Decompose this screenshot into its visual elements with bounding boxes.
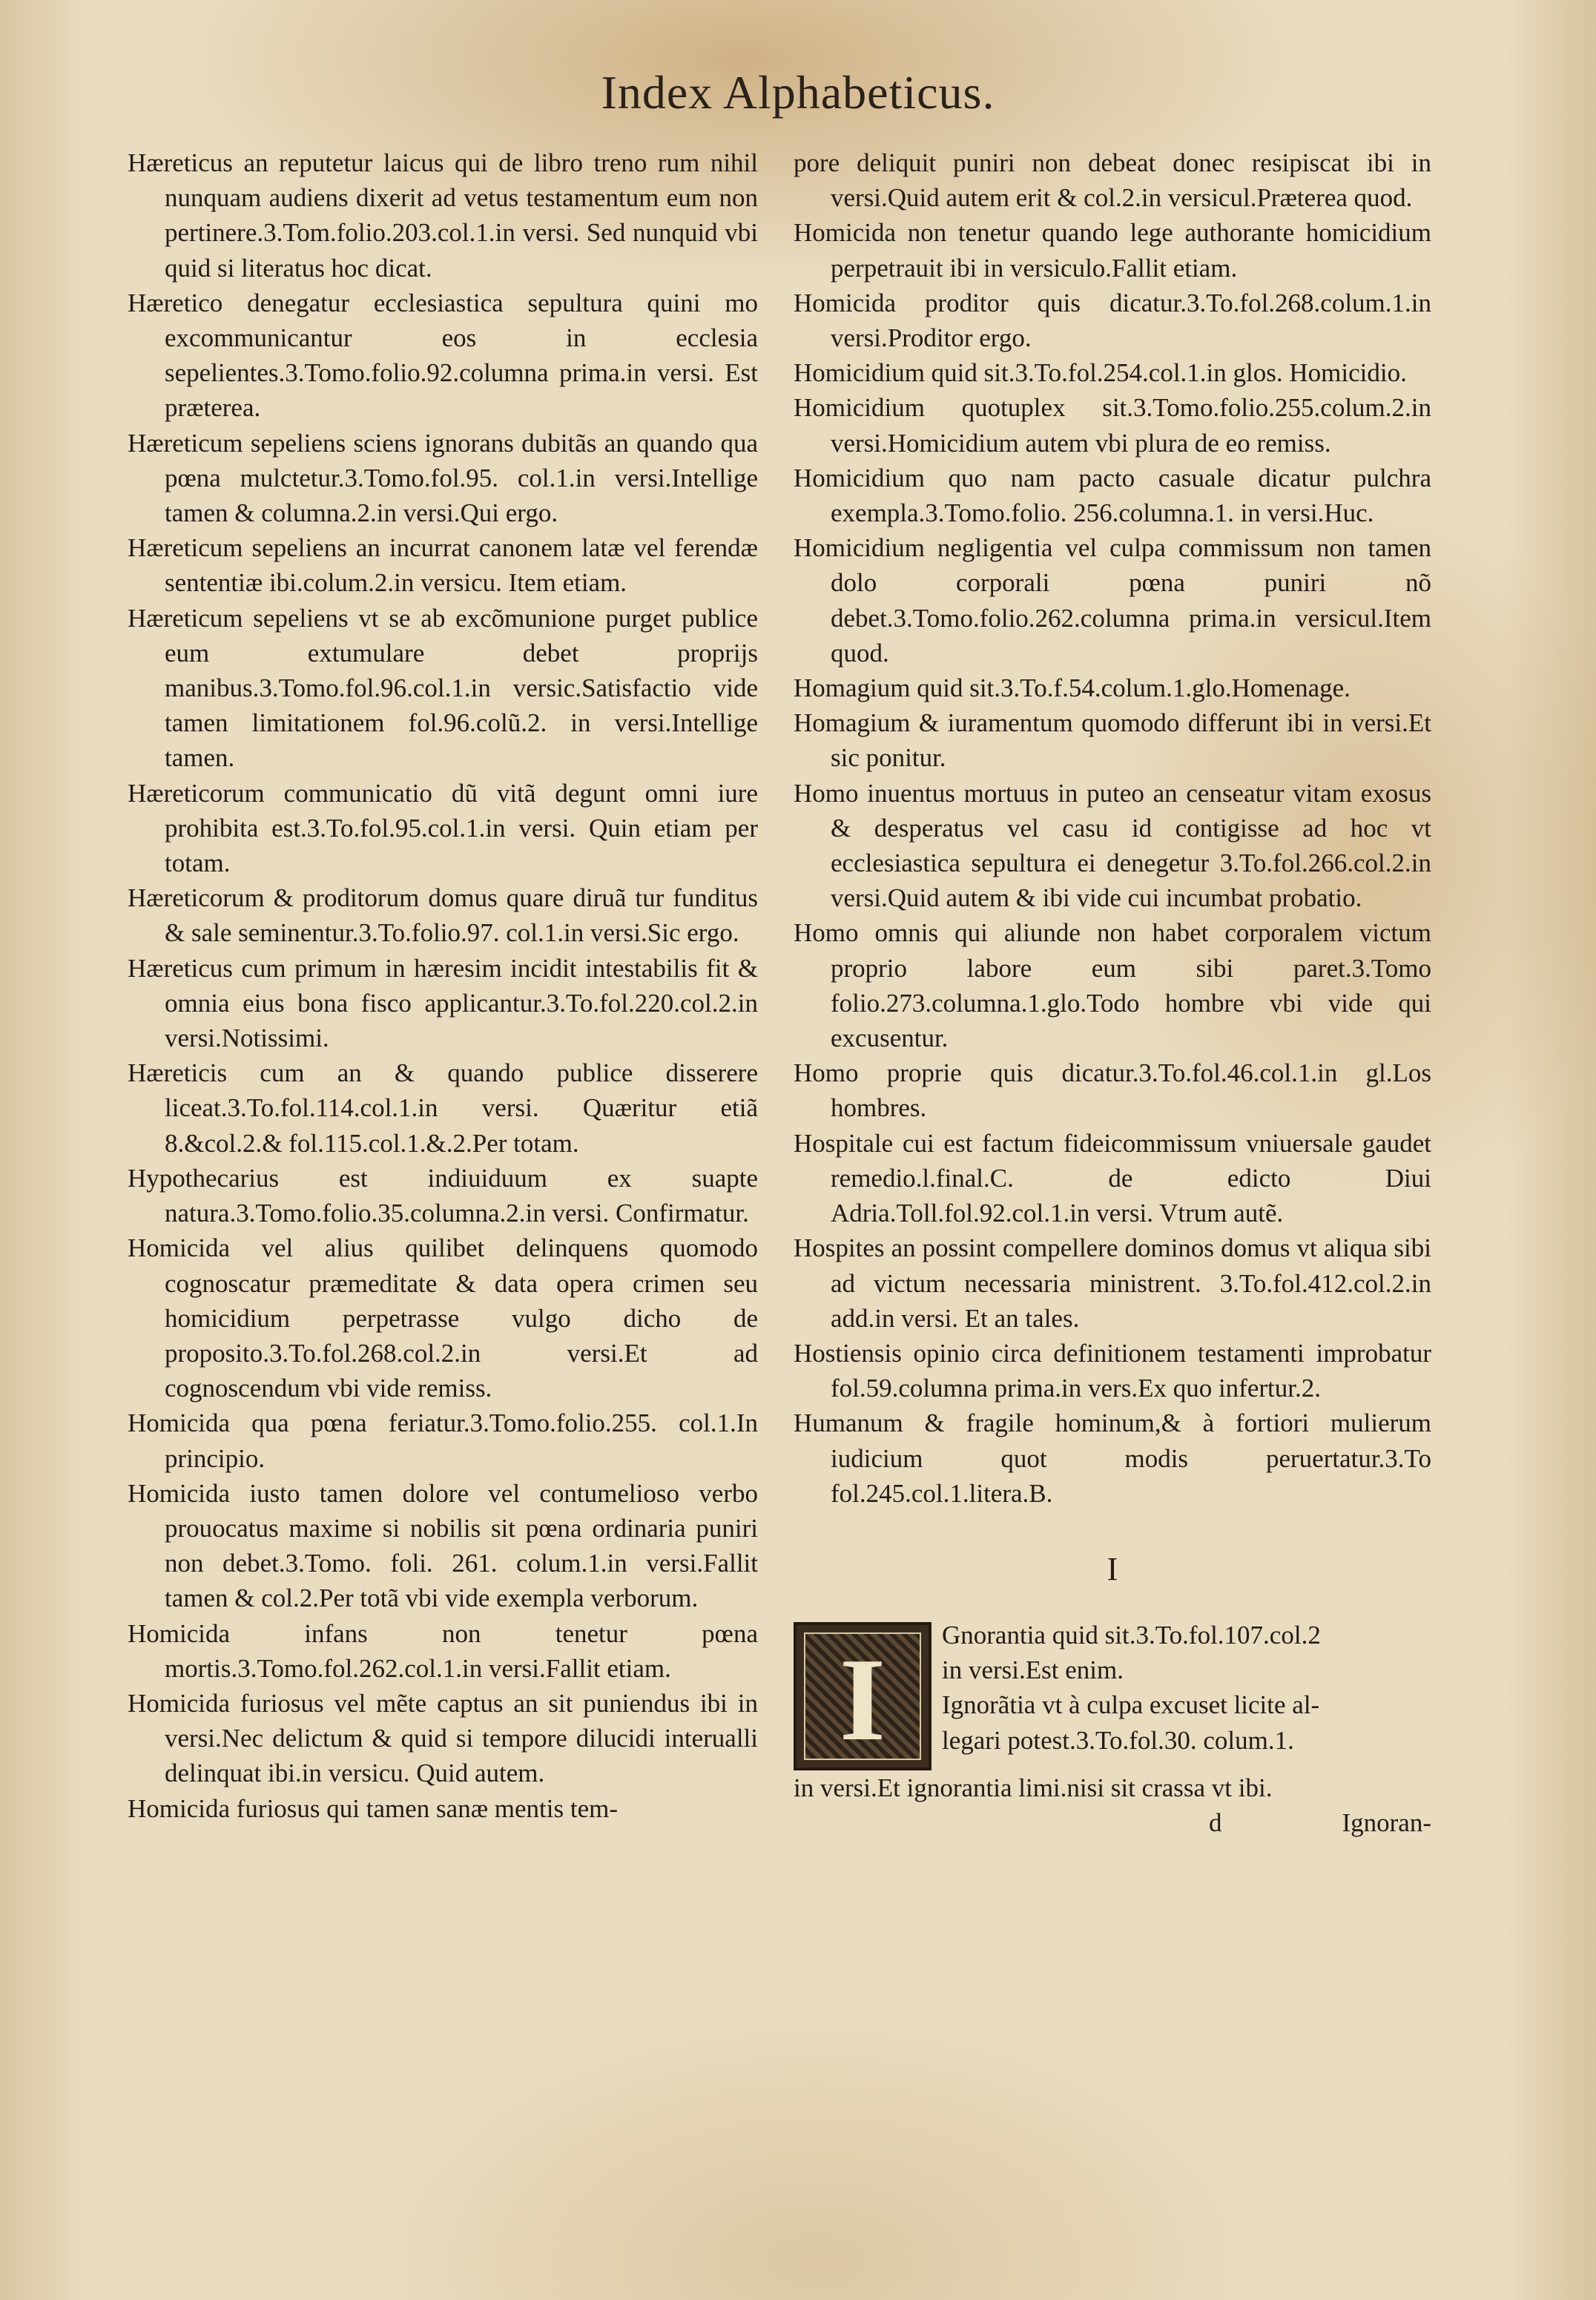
- index-entry: Hæreticum sepeliens sciens ignorans dubitãs an quando qua pœna mulctetur.3.Tomo.fol.95. col.1.in versi.Intellige tamen & columna.2.in versi.Qui ergo.: [128, 428, 758, 528]
- index-entry: Homicidium quo nam pacto casuale dicatur pulchra exempla.3.Tomo.folio. 256.columna.1. in versi.Huc.: [794, 463, 1431, 528]
- index-entry: Homicida furiosus qui tamen sanæ mentis tem-: [128, 1793, 619, 1823]
- index-entry: Hospites an possint compellere dominos domus vt aliqua sibi ad victum necessaria ministrent. 3.To.fol.412.col.2.in add.in versi. Et an tales.: [794, 1233, 1431, 1333]
- index-entry: Hæreticus cum primum in hæresim incidit intestabilis fit & omnia eius bona fisco applicantur.3.To.fol.220.col.2.in versi.Notissimi.: [128, 953, 758, 1053]
- index-entry: Homicida furiosus vel mẽte captus an sit puniendus ibi in versi.Nec delictum & quid si tempore dilucidi interualli delinquat ibi.in versicu. Quid autem.: [128, 1688, 758, 1788]
- page-title: Index Alphabeticus.: [601, 66, 995, 119]
- index-entry: Hæreticorum & proditorum domus quare diruã tur funditus & sale seminentur.3.To.folio.97. col.1.in versi.Sic ergo.: [128, 883, 758, 948]
- page-footer: [794, 1805, 1431, 1840]
- index-entry: Hospitale cui est factum fideicommissum vniuersale gaudet remedio.l.final.C. de edicto Diui Adria.Toll.fol.92.col.1.in versi. Vtrum autẽ.: [794, 1128, 1431, 1228]
- index-entry: Homagium & iuramentum quomodo differunt ibi in versi.Et sic ponitur.: [794, 708, 1431, 773]
- entry-line: legari potest.3.To.fol.30. colum.1.: [942, 1725, 1294, 1755]
- entry-line: in versi.Et ignorantia limi.nisi sit crassa vt ibi.: [794, 1773, 1273, 1802]
- index-entry: Homo proprie quis dicatur.3.To.fol.46.col.1.in gl.Los hombres.: [794, 1058, 1431, 1123]
- index-entry: Hæreticorum communicatio dũ vitã degunt omni iure prohibita est.3.To.fol.95.col.1.in versi. Quin etiam per totam.: [128, 778, 758, 878]
- index-entry: Homicida non tenetur quando lege authorante homicidium perpetrauit ibi in versiculo.Fallit etiam.: [794, 218, 1431, 283]
- catchword: Ignoran-: [1342, 1808, 1431, 1838]
- index-entry: Homicidium quotuplex sit.3.Tomo.folio.255.colum.2.in versi.Homicidium autem vbi plura de eo remiss.: [794, 393, 1431, 458]
- index-entry-continued: pore deliquit puniri non debeat donec resipiscat ibi in versi.Quid autem erit & col.2.in versicul.Præterea quod.: [794, 148, 1431, 213]
- index-entry: Homicidium negligentia vel culpa commissum non tamen dolo corporali pœna puniri nõ debet.3.Tomo.folio.262.columna prima.in versicul.Item quod.: [794, 533, 1431, 668]
- section-i-first-entry: [794, 1618, 1431, 1805]
- index-entry: Hæreticus an reputetur laicus qui de libro treno rum nihil nunquam audiens dixerit ad vetus testamentum eum non pertinere.3.Tom.folio.203.col.1.in versi. Sed nunquid vbi quid si literatus hoc dicat.: [128, 148, 758, 283]
- left-column: [128, 145, 758, 1826]
- index-entry: Hæretico denegatur ecclesiastica sepultura quini mo excommunicantur eos in ecclesia sepelientes.3.Tomo.folio.92.columna prima.in versi. Est præterea.: [128, 288, 758, 423]
- index-entry: Hostiensis opinio circa definitionem testamenti improbatur fol.59.columna prima.in vers.Ex quo infertur.2.: [794, 1338, 1431, 1403]
- index-entry: Homicida iusto tamen dolore vel contumelioso verbo prouocatus maxime si nobilis sit pœna ordinaria puniri non debet.3.Tomo. foli. 261. colum.1.in versi.Fallit tamen & col.2.Per totã vbi vide exempla verborum.: [128, 1478, 758, 1613]
- index-entry: Humanum & fragile hominum,& à fortiori mulierum iudicium quot modis peruertatur.3.To fol.245.col.1.litera.B.: [794, 1408, 1431, 1508]
- index-entry: Hæreticum sepeliens an incurrat canonem latæ vel ferendæ sententiæ ibi.colum.2.in versicu. Item etiam.: [128, 533, 758, 598]
- index-entry: Homicida infans non tenetur pœna mortis.3.Tomo.fol.262.col.1.in versi.Fallit etiam.: [128, 1618, 758, 1683]
- index-entry: Hæreticum sepeliens vt se ab excõmunione purget publice eum extumulare debet proprijs manibus.3.Tomo.fol.96.col.1.in versic.Satisfactio vide tamen limitationem fol.96.colũ.2. in versi.Intellige tamen.: [128, 603, 758, 773]
- signature-mark: d: [1209, 1808, 1222, 1838]
- index-entry: Homicida proditor quis dicatur.3.To.fol.268.colum.1.in versi.Proditor ergo.: [794, 288, 1431, 353]
- entry-line: Gnorantia quid sit.3.To.fol.107.col.2: [942, 1620, 1321, 1650]
- index-entry: Homo inuentus mortuus in puteo an censeatur vitam exosus & desperatus vel casu id contigisse ad hoc vt ecclesiastica sepultura ei denegetur 3.To.fol.266.col.2.in versi.Quid autem & ibi vide cui incumbat probatio.: [794, 778, 1431, 913]
- right-column: [794, 145, 1431, 1840]
- entry-line: Ignorãtia vt à culpa excuset licite al-: [942, 1690, 1320, 1720]
- index-entry: Hæreticis cum an & quando publice disserere liceat.3.To.fol.114.col.1.in versi. Quæritur etiã 8.&col.2.& fol.115.col.1.&.2.Per totam.: [128, 1058, 758, 1158]
- index-entry: Homicidium quid sit.3.To.fol.254.col.1.in glos. Homicidio.: [794, 358, 1407, 388]
- entry-line: in versi.Est enim.: [942, 1655, 1124, 1685]
- index-entry: Homagium quid sit.3.To.f.54.colum.1.glo.Homenage.: [794, 673, 1351, 703]
- drop-cap-letter: I: [839, 1632, 886, 1765]
- section-heading-i: I: [1107, 1550, 1118, 1587]
- index-entry: Hypothecarius est indiuiduum ex suapte natura.3.Tomo.folio.35.columna.2.in versi. Confirmatur.: [128, 1163, 758, 1228]
- index-entry: Homicida vel alius quilibet delinquens quomodo cognoscatur præmeditate & data opera crimen seu homicidium perpetrasse vulgo dicho de proposito.3.To.fol.268.col.2.in versi.Et ad cognoscendum vbi vide remiss.: [128, 1233, 758, 1403]
- index-entry: Homo omnis qui aliunde non habet corporalem victum proprio labore eum sibi paret.3.Tomo folio.273.columna.1.glo.Todo hombre vbi vide qui excusentur.: [794, 918, 1431, 1053]
- index-entry: Homicida qua pœna feriatur.3.Tomo.folio.255. col.1.In principio.: [128, 1408, 758, 1473]
- decorated-initial-icon: [794, 1622, 931, 1770]
